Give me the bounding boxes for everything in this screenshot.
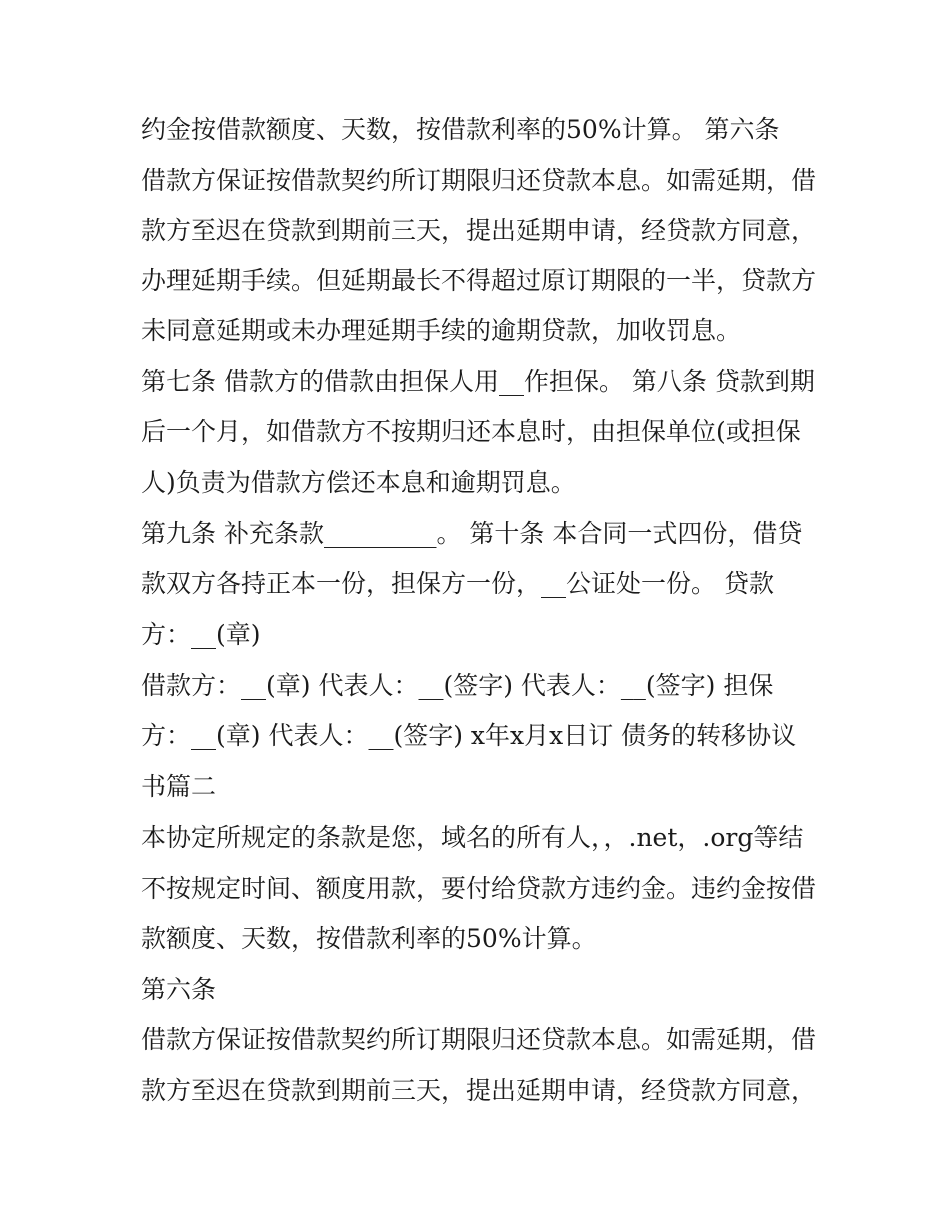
text-line: 借款方保证按借款契约所订期限归还贷款本息。如需延期，借	[141, 166, 817, 195]
text-line: 方：__(章) 代表人：__(签字) x年x月x日订 债务的转移协议	[141, 721, 797, 750]
text-line: 借款方：__(章) 代表人：__(签字) 代表人：__(签字) 担保	[141, 671, 774, 700]
text-line: 第六条	[141, 975, 217, 1004]
text-line: 约金按借款额度、天数，按借款利率的50%计算。 第六条	[141, 115, 780, 144]
text-line: 人)负责为借款方偿还本息和逾期罚息。	[141, 468, 576, 497]
text-line: 第七条 借款方的借款由担保人用__作担保。 第八条 贷款到期	[141, 367, 815, 396]
text-line: 办理延期手续。但延期最长不得超过原订期限的一半，贷款方	[141, 266, 817, 295]
text-line: 款方至迟在贷款到期前三天，提出延期申请，经贷款方同意，	[141, 216, 817, 245]
text-line: 书篇二	[141, 772, 217, 801]
text-line: 本协定所规定的条款是您，域名的所有人，，.net，.org等结	[141, 823, 804, 852]
text-line: 后一个月，如借款方不按期归还本息时，由担保单位(或担保	[141, 417, 801, 446]
text-line: 借款方保证按借款契约所订期限归还贷款本息。如需延期，借	[141, 1025, 817, 1054]
text-line: 款额度、天数，按借款利率的50%计算。	[141, 924, 597, 953]
text-line: 未同意延期或未办理延期手续的逾期贷款，加收罚息。	[141, 316, 742, 345]
text-line: 方：__(章)	[141, 620, 261, 649]
text-line: 款双方各持正本一份，担保方一份，__公证处一份。 贷款	[141, 569, 774, 598]
text-line: 第九条 补充条款_________。 第十条 本合同一式四份，借贷	[141, 519, 803, 548]
text-line: 不按规定时间、额度用款，要付给贷款方违约金。违约金按借	[141, 874, 817, 903]
text-line: 款方至迟在贷款到期前三天，提出延期申请，经贷款方同意，	[141, 1076, 817, 1105]
